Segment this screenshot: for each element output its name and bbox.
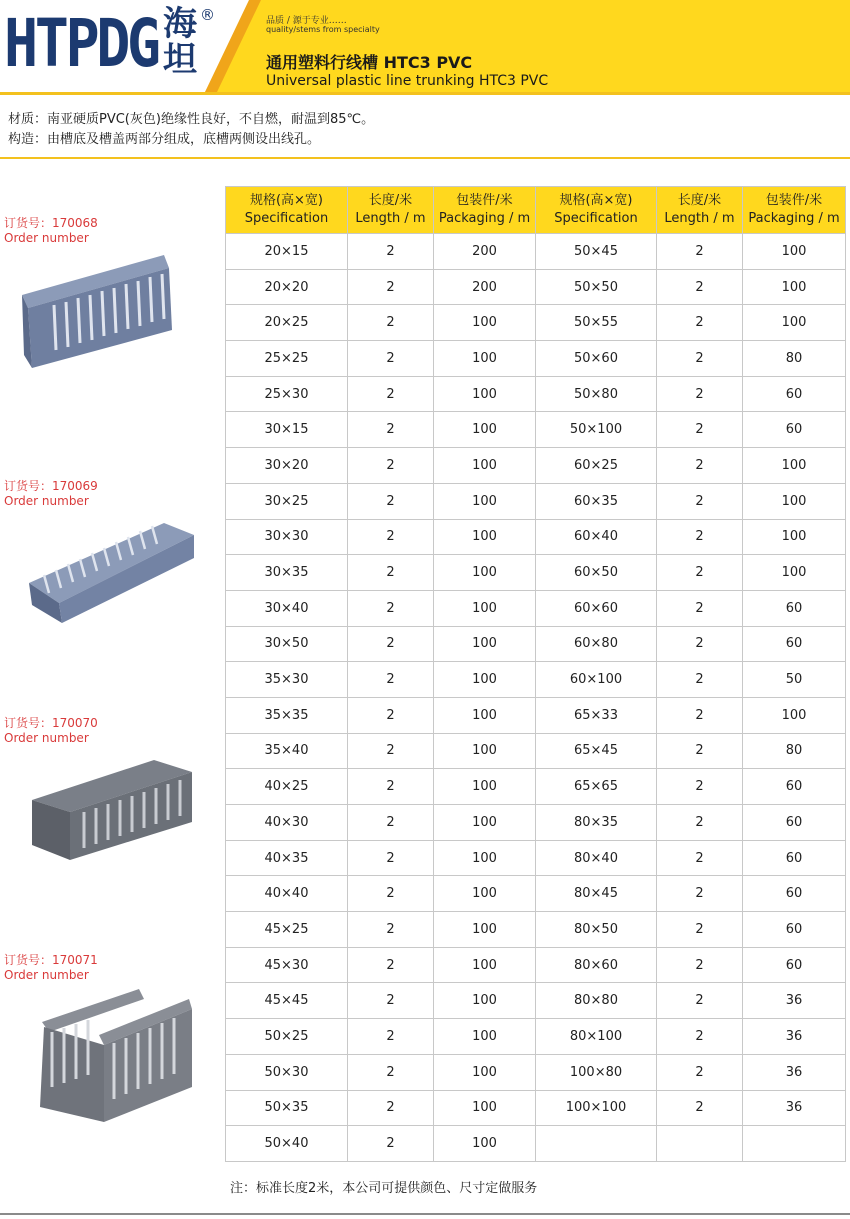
table-cell: 45×25	[226, 912, 348, 948]
column-header	[536, 187, 657, 234]
table-cell: 100×80	[536, 1054, 657, 1090]
table-cell: 2	[657, 483, 743, 519]
order-number-cn: 订货号：170071	[4, 953, 98, 967]
table-cell: 2	[657, 983, 743, 1019]
table-cell: 35×35	[226, 697, 348, 733]
trunking-image	[4, 250, 179, 370]
table-cell: 80×60	[536, 947, 657, 983]
page-title-cn: 通用塑料行线槽 HTC3 PVC	[266, 53, 473, 72]
column-header-cn: 规格(高×宽)	[249, 193, 324, 208]
column-header-en: Packaging / m	[748, 211, 840, 226]
table-cell: 2	[657, 697, 743, 733]
table-cell: 35×30	[226, 662, 348, 698]
table-cell: 80×45	[536, 876, 657, 912]
table-cell: 200	[434, 269, 536, 305]
table-cell: 30×40	[226, 590, 348, 626]
table-cell: 2	[657, 876, 743, 912]
description-divider	[0, 157, 850, 159]
table-cell: 2	[657, 912, 743, 948]
table-cell: 2	[657, 947, 743, 983]
table-cell: 60×35	[536, 483, 657, 519]
table-row	[226, 697, 846, 733]
trunking-image	[4, 987, 199, 1122]
table-cell: 2	[348, 662, 434, 698]
table-cell: 50×80	[536, 376, 657, 412]
table-cell: 100	[434, 1090, 536, 1126]
table-cell: 30×50	[226, 626, 348, 662]
table-cell: 60	[743, 840, 846, 876]
table-cell: 60×100	[536, 662, 657, 698]
table-cell: 2	[348, 805, 434, 841]
table-cell: 100	[434, 662, 536, 698]
column-header	[657, 187, 743, 234]
material-line: 材质：南亚硬质PVC(灰色)绝缘性良好，不自燃，耐温到85℃。	[8, 112, 375, 127]
table-cell: 2	[348, 947, 434, 983]
table-cell: 25×25	[226, 341, 348, 377]
brand-logo: HTPDG	[4, 5, 158, 82]
table-cell: 36	[743, 1019, 846, 1055]
table-row	[226, 805, 846, 841]
table-cell: 30×25	[226, 483, 348, 519]
table-cell: 50×60	[536, 341, 657, 377]
table-row	[226, 626, 846, 662]
column-header-en: Length / m	[664, 211, 735, 226]
table-cell: 2	[348, 1090, 434, 1126]
table-cell: 2	[657, 269, 743, 305]
table-cell: 60	[743, 412, 846, 448]
table-cell: 50×25	[226, 1019, 348, 1055]
table-row	[226, 983, 846, 1019]
table-row	[226, 341, 846, 377]
table-cell: 60	[743, 590, 846, 626]
table-cell: 60×25	[536, 448, 657, 484]
column-header-cn: 规格(高×宽)	[559, 193, 633, 208]
table-row	[226, 840, 846, 876]
table-cell: 45×45	[226, 983, 348, 1019]
table-cell: 100×100	[536, 1090, 657, 1126]
table-cell: 2	[348, 912, 434, 948]
order-number-cn: 订货号：170068	[4, 216, 98, 230]
table-cell: 2	[657, 662, 743, 698]
table-cell: 100	[434, 983, 536, 1019]
table-cell: 100	[434, 733, 536, 769]
table-cell: 40×25	[226, 769, 348, 805]
table-cell: 2	[348, 269, 434, 305]
table-cell: 2	[348, 1054, 434, 1090]
table-cell: 2	[657, 448, 743, 484]
table-cell: 2	[657, 305, 743, 341]
table-row	[226, 769, 846, 805]
table-header-row	[226, 187, 846, 234]
column-header	[743, 187, 846, 234]
table-cell: 2	[348, 876, 434, 912]
order-number-en: Order number	[4, 731, 89, 745]
table-row	[226, 1126, 846, 1162]
table-cell: 100	[434, 912, 536, 948]
table-cell: 2	[657, 769, 743, 805]
column-header-en: Specification	[554, 211, 638, 226]
table-cell: 50×30	[226, 1054, 348, 1090]
table-cell: 50×50	[536, 269, 657, 305]
brand-logo-cn: 海坦	[163, 4, 197, 80]
table-row	[226, 234, 846, 270]
product-170068	[4, 216, 204, 370]
table-cell: 20×15	[226, 234, 348, 270]
footnote: 注：标准长度2米，本公司可提供颜色、尺寸定做服务	[230, 1181, 538, 1196]
page-header	[0, 0, 850, 95]
table-cell	[657, 1126, 743, 1162]
column-header-en: Length / m	[355, 211, 426, 226]
table-cell: 40×30	[226, 805, 348, 841]
table-cell: 65×65	[536, 769, 657, 805]
table-cell: 50	[743, 662, 846, 698]
table-cell: 30×15	[226, 412, 348, 448]
table-cell: 80×80	[536, 983, 657, 1019]
table-cell: 100	[743, 448, 846, 484]
table-cell: 100	[434, 483, 536, 519]
table-row	[226, 305, 846, 341]
product-170069	[4, 479, 204, 623]
column-header-cn: 包装件/米	[456, 193, 513, 208]
table-cell: 2	[348, 697, 434, 733]
column-header-cn: 长度/米	[368, 193, 413, 208]
table-cell: 2	[657, 341, 743, 377]
table-cell: 2	[657, 805, 743, 841]
table-cell: 2	[657, 1090, 743, 1126]
product-170070	[4, 716, 204, 870]
table-row	[226, 1090, 846, 1126]
table-cell: 2	[657, 1019, 743, 1055]
table-cell: 2	[657, 733, 743, 769]
table-cell: 100	[434, 876, 536, 912]
page-title-en: Universal plastic line trunking HTC3 PVC	[266, 73, 549, 89]
table-cell: 40×35	[226, 840, 348, 876]
table-row	[226, 269, 846, 305]
table-cell: 100	[434, 519, 536, 555]
table-cell: 20×25	[226, 305, 348, 341]
table-cell: 100	[743, 483, 846, 519]
table-cell: 50×45	[536, 234, 657, 270]
spec-table	[225, 186, 846, 1162]
table-cell: 2	[348, 1019, 434, 1055]
table-row	[226, 1054, 846, 1090]
table-row	[226, 662, 846, 698]
table-cell: 2	[348, 733, 434, 769]
table-row	[226, 483, 846, 519]
table-cell: 45×30	[226, 947, 348, 983]
table-cell: 60	[743, 876, 846, 912]
table-cell: 60	[743, 626, 846, 662]
table-cell: 2	[657, 1054, 743, 1090]
table-cell: 2	[348, 483, 434, 519]
table-cell: 60	[743, 376, 846, 412]
table-cell: 2	[348, 769, 434, 805]
table-cell: 2	[657, 626, 743, 662]
slogan-cn: 品质 / 源于专业……	[266, 16, 347, 26]
table-cell: 2	[348, 234, 434, 270]
table-row	[226, 947, 846, 983]
table-cell: 60×50	[536, 555, 657, 591]
table-row	[226, 555, 846, 591]
table-row	[226, 1019, 846, 1055]
header-divider	[0, 92, 850, 95]
table-cell: 100	[434, 805, 536, 841]
table-cell: 50×55	[536, 305, 657, 341]
table-cell: 2	[348, 305, 434, 341]
table-cell: 2	[348, 376, 434, 412]
table-cell: 2	[348, 555, 434, 591]
order-number-en: Order number	[4, 231, 89, 245]
table-cell: 80	[743, 733, 846, 769]
table-cell: 100	[743, 305, 846, 341]
table-cell: 100	[434, 626, 536, 662]
table-cell: 2	[657, 555, 743, 591]
registered-mark: ®	[200, 6, 215, 24]
order-number-en: Order number	[4, 968, 89, 982]
table-cell: 2	[348, 1126, 434, 1162]
table-cell: 60	[743, 912, 846, 948]
table-cell: 2	[348, 983, 434, 1019]
table-cell	[536, 1126, 657, 1162]
product-description	[8, 110, 374, 150]
table-cell: 2	[657, 376, 743, 412]
table-body	[226, 234, 846, 1162]
table-cell: 36	[743, 1090, 846, 1126]
table-row	[226, 876, 846, 912]
column-header-cn: 长度/米	[677, 193, 722, 208]
table-cell: 36	[743, 1054, 846, 1090]
trunking-image	[4, 750, 194, 870]
table-cell: 200	[434, 234, 536, 270]
table-cell: 50×35	[226, 1090, 348, 1126]
table-cell: 65×33	[536, 697, 657, 733]
table-row	[226, 448, 846, 484]
slogan-en: quality/stems from specialty	[266, 25, 380, 34]
column-header-en: Specification	[244, 211, 329, 226]
product-170071	[4, 953, 204, 1122]
table-cell: 100	[743, 234, 846, 270]
table-row	[226, 519, 846, 555]
table-cell: 60×80	[536, 626, 657, 662]
table-cell: 20×20	[226, 269, 348, 305]
table-row	[226, 590, 846, 626]
table-cell: 30×35	[226, 555, 348, 591]
table-cell: 80×100	[536, 1019, 657, 1055]
table-cell: 80	[743, 341, 846, 377]
table-cell: 30×20	[226, 448, 348, 484]
table-cell: 2	[657, 519, 743, 555]
table-cell: 25×30	[226, 376, 348, 412]
column-header	[434, 187, 536, 234]
table-cell: 100	[434, 448, 536, 484]
column-header-en: Packaging / m	[438, 211, 531, 226]
table-cell: 60	[743, 805, 846, 841]
table-cell: 100	[743, 697, 846, 733]
order-number-en: Order number	[4, 494, 89, 508]
table-row	[226, 412, 846, 448]
table-cell: 60×40	[536, 519, 657, 555]
table-cell: 100	[434, 769, 536, 805]
table-cell: 100	[743, 519, 846, 555]
table-cell: 60	[743, 947, 846, 983]
table-cell: 100	[743, 555, 846, 591]
structure-line: 构造：由槽底及槽盖两部分组成，底槽两侧设出线孔。	[8, 132, 321, 147]
table-cell: 60×60	[536, 590, 657, 626]
table-cell: 2	[348, 626, 434, 662]
table-cell: 2	[348, 840, 434, 876]
table-cell: 2	[348, 341, 434, 377]
table-cell: 60	[743, 769, 846, 805]
table-cell: 2	[348, 590, 434, 626]
table-cell: 100	[434, 555, 536, 591]
table-cell: 50×40	[226, 1126, 348, 1162]
table-row	[226, 733, 846, 769]
table-cell: 50×100	[536, 412, 657, 448]
table-cell: 100	[434, 697, 536, 733]
order-number-cn: 订货号：170070	[4, 716, 98, 730]
table-cell: 100	[434, 376, 536, 412]
table-cell: 30×30	[226, 519, 348, 555]
table-cell: 100	[434, 341, 536, 377]
table-cell	[743, 1126, 846, 1162]
table-cell: 80×50	[536, 912, 657, 948]
table-cell: 40×40	[226, 876, 348, 912]
trunking-image	[4, 513, 194, 623]
table-cell: 100	[434, 1054, 536, 1090]
table-cell: 36	[743, 983, 846, 1019]
bottom-divider	[0, 1213, 850, 1215]
table-cell: 100	[434, 840, 536, 876]
table-cell: 100	[434, 305, 536, 341]
table-cell: 80×40	[536, 840, 657, 876]
table-cell: 100	[434, 1126, 536, 1162]
table-cell: 35×40	[226, 733, 348, 769]
table-cell: 100	[434, 412, 536, 448]
table-row	[226, 912, 846, 948]
table-cell: 65×45	[536, 733, 657, 769]
table-cell: 2	[657, 590, 743, 626]
order-number-cn: 订货号：170069	[4, 479, 98, 493]
column-header	[348, 187, 434, 234]
table-cell: 2	[657, 412, 743, 448]
table-cell: 100	[434, 590, 536, 626]
table-cell: 2	[657, 234, 743, 270]
table-row	[226, 376, 846, 412]
column-header	[226, 187, 348, 234]
table-cell: 2	[348, 519, 434, 555]
table-cell: 100	[743, 269, 846, 305]
table-cell: 2	[348, 448, 434, 484]
column-header-cn: 包装件/米	[765, 193, 823, 208]
table-cell: 100	[434, 1019, 536, 1055]
table-cell: 80×35	[536, 805, 657, 841]
table-cell: 2	[348, 412, 434, 448]
table-cell: 2	[657, 840, 743, 876]
table-cell: 100	[434, 947, 536, 983]
